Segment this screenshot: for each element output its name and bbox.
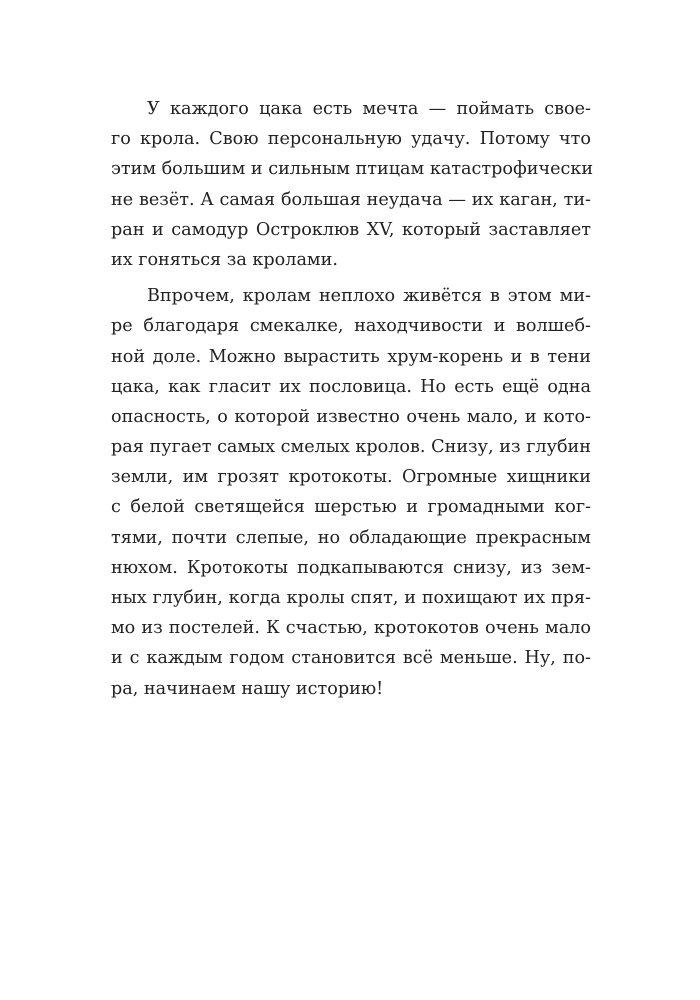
body-text bbox=[111, 94, 594, 710]
text-line: рая пугает самых смелых кролов. Снизу, из глубин bbox=[111, 437, 591, 458]
paragraph-2 bbox=[111, 281, 591, 704]
text-line: их гоняться за кролами. bbox=[111, 249, 338, 270]
text-line: ных глубин, когда кролы спят, и похищают их пря- bbox=[111, 588, 591, 608]
text-line: ран и самодур Остроклюв XV, который заставляет bbox=[111, 219, 591, 240]
text-line: нюхом. Кротокоты подкапываются снизу, из зем- bbox=[111, 557, 591, 578]
text-line: этим большим и сильным птицам катастрофически bbox=[111, 159, 594, 180]
text-line: го крола. Свою персональную удачу. Потому что bbox=[111, 129, 591, 150]
text-line: тями, почти слепые, но обладающие прекрасным bbox=[111, 527, 591, 548]
text-line: цака, как гласит их пословица. Но есть ещё одна bbox=[111, 376, 591, 397]
text-line: и с каждым годом становится всё меньше. Ну, по- bbox=[111, 648, 591, 669]
text-line: опасность, о которой известно очень мало, и кото- bbox=[111, 406, 591, 427]
text-line: ра, начинаем нашу историю! bbox=[111, 678, 384, 699]
text-line: не везёт. А самая большая неудача — их каган, ти- bbox=[111, 189, 591, 210]
text-line: земли, им грозят кротокоты. Огромные хищники bbox=[111, 467, 591, 488]
text-line: У каждого цака есть мечта — поймать свое- bbox=[147, 99, 591, 119]
text-line: мо из постелей. К счастью, кротокотов очень мало bbox=[111, 618, 591, 639]
text-line: Впрочем, кролам неплохо живётся в этом ми- bbox=[147, 286, 591, 307]
text-line: с белой светящейся шерстью и громадными ког- bbox=[111, 497, 591, 518]
text-line: ной доле. Можно вырастить хрум-корень и в тени bbox=[111, 346, 591, 367]
text-line: ре благодаря смекалке, находчивости и волшеб- bbox=[111, 316, 591, 337]
paragraph-1 bbox=[111, 94, 594, 275]
